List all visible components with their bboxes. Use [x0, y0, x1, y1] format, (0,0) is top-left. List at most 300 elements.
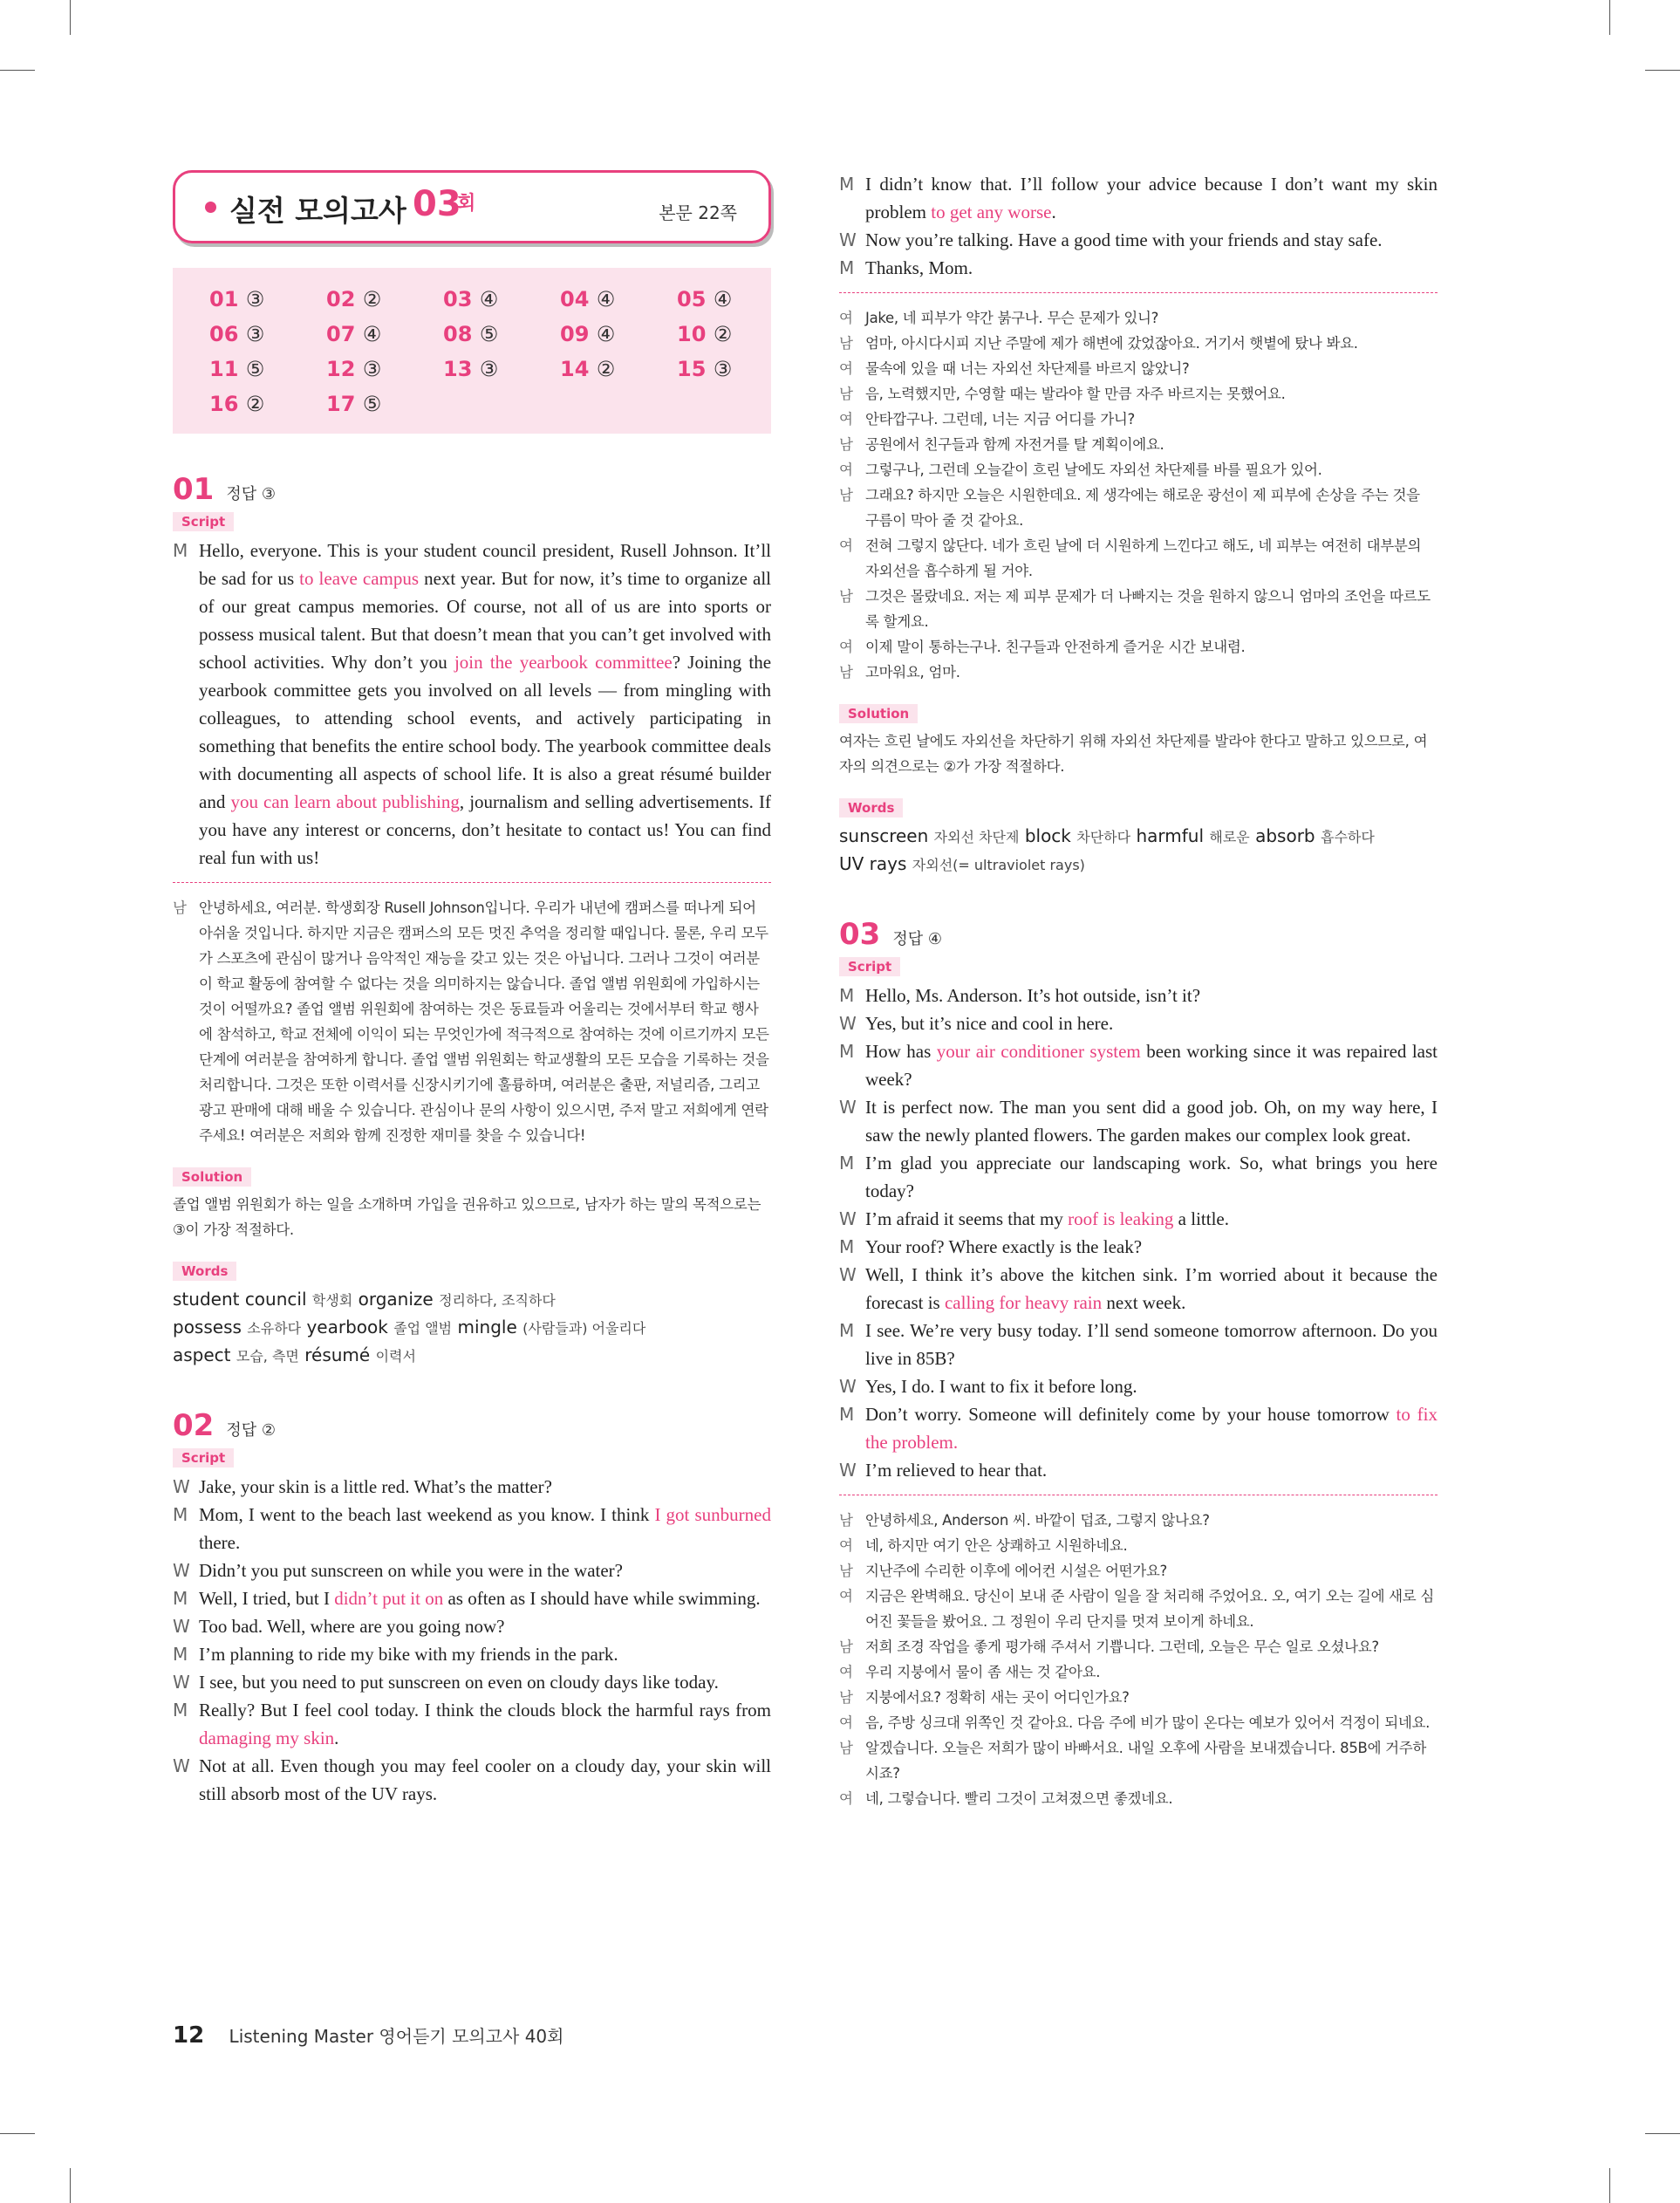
- word-korean: 이력서: [375, 1348, 416, 1365]
- speaker-label: 남: [839, 386, 853, 402]
- script-fragment: as often as I should have while swimming.: [443, 1588, 761, 1609]
- script-fragment: Really? But I feel cool today. I think the clouds block the harmful rays from: [199, 1700, 771, 1721]
- q03-script: [839, 982, 1438, 1484]
- script-tag: Script: [173, 1448, 234, 1468]
- answer-item-number: 16: [209, 392, 239, 416]
- script-text: [865, 1149, 1438, 1205]
- page-reference: 본문 22쪽: [659, 202, 737, 223]
- answer-item-choice: ④: [596, 322, 616, 346]
- speaker-label: W: [173, 1616, 190, 1637]
- translation-text: 안녕하세요, 여러분. 학생회장 Rusell Johnson입니다. 우리가 내년에 캠퍼스를 떠나게 되어 아쉬울 것입니다. 하지만 지금은 캠퍼스의 모든 멋진 추억을 정리할 때입니다. 물론, 우리 모두가 스포츠에 관심이 많거나 음악적인 재능을 갖고 있는 것은 아닙니다. 그러나 그것이 여러분이 학교 활동에 참여할 수 없다는 것을 의미하지는 않습니다. 졸업 앨범 위원회에 가입하시는 것이 어떨까요? 졸업 앨범 위원회에 참여하는 것은 동료들과 어울리는 것에서부터 학교 행사에 참석하고, 학교 전체에 이익이 되는 무엇인가에 적극적으로 참여하는 것에 이르기까지 모든 단계에 여러분을 참여하게 합니다. 졸업 앨범 위원회는 학교생활의 모든 모습을 기록하는 것을 처리합니다. 그것은 또한 이력서를 신장시키기에 훌륭하며, 여러분은 출판, 저널리즘, 그리고 광고 판매에 대해 배울 수 있습니다. 관심이나 문의 사항이 있으시면, 주저 말고 저희에게 연락 주세요! 여러분은 저희와 함께 진정한 재미를 찾을 수 있습니다!: [199, 900, 769, 1144]
- word-english: résumé: [304, 1344, 371, 1365]
- word-korean: 자외선(= ultraviolet rays): [912, 857, 1085, 873]
- translation-text: 그래요? 하지만 오늘은 시원한데요. 제 생각에는 해로운 광선이 제 피부에 손상을 주는 것을 구름이 막아 줄 것 같아요.: [865, 487, 1420, 529]
- solution-tag: Solution: [173, 1167, 251, 1187]
- translation-text: 음, 노력했지만, 수영할 때는 발라야 할 만큼 자주 바르지는 못했어요.: [865, 386, 1286, 402]
- answer-item-choice: ④: [479, 287, 499, 311]
- script-text: [865, 1317, 1438, 1372]
- q01-script: [173, 537, 771, 872]
- script-line: [839, 1400, 1438, 1456]
- speaker-label: M: [839, 257, 855, 278]
- speaker-label: 남: [839, 1563, 853, 1579]
- script-fragment: Not at all. Even though you may feel cooler on a cloudy day, your skin will still absorb most of the UV rays.: [199, 1755, 771, 1804]
- answer-item-choice: ③: [245, 287, 265, 311]
- script-line: [839, 982, 1438, 1009]
- speaker-label: M: [839, 1041, 855, 1062]
- script-fragment: I see. We’re very busy today. I’ll send someone tomorrow afternoon. Do you live in 85B?: [865, 1320, 1438, 1369]
- speaker-label: W: [173, 1755, 190, 1776]
- answer-item: [677, 322, 794, 346]
- script-line: [839, 1149, 1438, 1205]
- word-korean: 정리하다, 조직하다: [439, 1292, 556, 1309]
- answer-item: [443, 287, 560, 311]
- speaker-label: 여: [839, 411, 853, 428]
- answer-item-number: 14: [560, 357, 590, 381]
- answer-item-number: 11: [209, 357, 239, 381]
- speaker-label: 여: [839, 1588, 853, 1604]
- script-text: [865, 1456, 1438, 1484]
- test-number-suffix: 회: [457, 193, 476, 215]
- speaker-label: 여: [839, 639, 853, 655]
- translation-text: 이제 말이 통하는구나. 친구들과 안전하게 즐거운 시간 보내렴.: [865, 639, 1246, 655]
- script-fragment: next week.: [1102, 1292, 1186, 1313]
- translation-line: [839, 432, 1438, 457]
- script-fragment: .: [334, 1728, 339, 1748]
- divider: [839, 292, 1438, 293]
- translation-line: [839, 1710, 1438, 1735]
- speaker-label: W: [173, 1476, 190, 1497]
- script-line: [839, 1372, 1438, 1400]
- speaker-label: 남: [839, 1512, 853, 1529]
- script-text: [199, 1752, 771, 1808]
- speaker-label: M: [839, 1404, 855, 1425]
- speaker-label: 여: [839, 360, 853, 377]
- script-fragment: Jake, your skin is a little red. What’s the matter?: [199, 1476, 552, 1497]
- translation-line: [839, 1786, 1438, 1811]
- words-tag: Words: [839, 798, 903, 818]
- script-text: [199, 1612, 771, 1640]
- script-text: [865, 1093, 1438, 1149]
- answer-key-grid: [173, 268, 771, 434]
- book-title: Listening Master 영어듣기 모의고사 40회: [229, 2026, 564, 2047]
- crop-mark: [1609, 0, 1610, 35]
- word-english: mingle: [457, 1317, 517, 1338]
- script-fragment: Hello, Ms. Anderson. It’s hot outside, isn’t it?: [865, 985, 1201, 1006]
- crop-mark: [0, 70, 35, 71]
- script-fragment: been working since it was repaired last week?: [865, 1041, 1438, 1090]
- translation-text: 엄마, 아시다시피 지난 주말에 제가 해변에 갔었잖아요. 거기서 햇볕에 탔나 봐요.: [865, 335, 1358, 352]
- speaker-label: 남: [839, 487, 853, 503]
- translation-line: [839, 356, 1438, 381]
- script-fragment: Well, I think it’s above the kitchen sink. I’m worried about it because the forecast is: [865, 1264, 1438, 1313]
- answer-item-choice: ②: [596, 357, 616, 381]
- word-korean: 차단하다: [1076, 829, 1131, 845]
- answer-label: 정답 ②: [226, 1421, 276, 1440]
- answer-item-choice: ②: [245, 392, 265, 416]
- answer-item-number: 02: [326, 287, 356, 311]
- translation-line: [839, 1735, 1438, 1786]
- highlighted-phrase: to get any worse: [931, 202, 1052, 222]
- answer-item-number: 04: [560, 287, 590, 311]
- script-text: [199, 1501, 771, 1556]
- translation-line: [839, 331, 1438, 356]
- q02-words: [839, 823, 1438, 879]
- script-text: [199, 537, 771, 872]
- script-text: [199, 1696, 771, 1752]
- translation-text: 네, 그렇습니다. 빨리 그것이 고쳐졌으면 좋겠네요.: [865, 1790, 1173, 1807]
- translation-text: 물속에 있을 때 너는 자외선 차단제를 바르지 않았니?: [865, 360, 1190, 377]
- translation-text: 네, 하지만 여기 안은 상쾌하고 시원하네요.: [865, 1537, 1128, 1554]
- script-fragment: Your roof? Where exactly is the leak?: [865, 1236, 1143, 1257]
- script-line: [839, 1317, 1438, 1372]
- speaker-label: M: [839, 985, 855, 1006]
- question-02-header: [173, 1408, 771, 1443]
- speaker-label: W: [839, 1013, 857, 1034]
- speaker-label: 여: [839, 1790, 853, 1807]
- left-column: [173, 170, 771, 1808]
- script-text: [865, 1400, 1438, 1456]
- translation-text: 전혀 그렇지 않단다. 네가 흐린 날에 더 시원하게 느낀다고 해도, 네 피부는 여전히 대부분의 자외선을 흡수하게 될 거야.: [865, 537, 1422, 579]
- speaker-label: W: [839, 1208, 857, 1229]
- translation-text: 지붕에서요? 정확히 새는 곳이 어디인가요?: [865, 1689, 1130, 1706]
- translation-text: 음, 주방 싱크대 위쪽인 것 같아요. 다음 주에 비가 많이 온다는 예보가 있어서 걱정이 되네요.: [865, 1714, 1431, 1731]
- answer-item-number: 17: [326, 392, 356, 416]
- crop-mark: [1645, 70, 1680, 71]
- answer-item: [209, 322, 326, 346]
- speaker-label: 남: [173, 900, 187, 916]
- crop-mark: [0, 2133, 35, 2134]
- script-fragment: I see, but you need to put sunscreen on even on cloudy days like today.: [199, 1672, 719, 1693]
- word-english: block: [1024, 825, 1071, 846]
- word-english: student council: [173, 1289, 307, 1310]
- speaker-label: M: [173, 1700, 188, 1721]
- q01-solution: 졸업 앨범 위원회가 하는 일을 소개하며 가입을 권유하고 있으므로, 남자가 하는 말의 목적으로는 ③이 가장 적절하다.: [173, 1196, 761, 1238]
- answer-item-number: 08: [443, 322, 473, 346]
- translation-text: 우리 지붕에서 물이 좀 새는 것 같아요.: [865, 1664, 1101, 1680]
- word-row: [173, 1342, 771, 1370]
- script-line: [173, 1612, 771, 1640]
- speaker-label: 여: [839, 1664, 853, 1680]
- script-line: [839, 254, 1438, 282]
- script-line: [173, 1752, 771, 1808]
- translation-line: [839, 1508, 1438, 1533]
- answer-item: [326, 287, 443, 311]
- script-fragment: Don’t worry. Someone will definitely come by your house tomorrow: [865, 1404, 1397, 1425]
- translation-text: Jake, 네 피부가 약간 붉구나. 무슨 문제가 있니?: [865, 310, 1159, 326]
- translation-line: [173, 895, 771, 1148]
- question-03-header: [839, 917, 1438, 952]
- script-line: [839, 1456, 1438, 1484]
- highlighted-phrase: your air conditioner system: [936, 1041, 1141, 1062]
- script-line: [173, 1473, 771, 1501]
- translation-text: 그것은 몰랐네요. 저는 제 피부 문제가 더 나빠지는 것을 원하지 않으니 엄마의 조언을 따르도록 할게요.: [865, 588, 1431, 630]
- answer-item-choice: ④: [596, 287, 616, 311]
- answer-label: 정답 ③: [226, 485, 276, 503]
- speaker-label: M: [839, 1236, 855, 1257]
- speaker-label: M: [173, 540, 188, 561]
- script-fragment: there.: [199, 1532, 241, 1553]
- answer-item-number: 09: [560, 322, 590, 346]
- script-fragment: I’m glad you appreciate our landscaping work. So, what brings you here today?: [865, 1153, 1438, 1201]
- script-fragment: Now you’re talking. Have a good time with your friends and stay safe.: [865, 229, 1383, 250]
- answer-item-number: 01: [209, 287, 239, 311]
- script-text: [865, 1261, 1438, 1317]
- answer-item-choice: ④: [362, 322, 382, 346]
- word-korean: 모습, 측면: [236, 1348, 299, 1365]
- word-row: [173, 1286, 771, 1314]
- question-number: 01: [173, 472, 215, 507]
- script-text: [199, 1640, 771, 1668]
- script-line: [173, 1556, 771, 1584]
- answer-item-number: 15: [677, 357, 707, 381]
- translation-line: [839, 305, 1438, 331]
- q01-words: [173, 1286, 771, 1370]
- word-korean: 자외선 차단제: [933, 829, 1020, 845]
- test-title: 실전 모의고사: [229, 194, 406, 228]
- translation-line: [839, 482, 1438, 533]
- script-line: [839, 1037, 1438, 1093]
- word-korean: 학생회: [311, 1292, 353, 1309]
- script-fragment: I’m planning to ride my bike with my friends in the park.: [199, 1644, 618, 1665]
- highlighted-phrase: you can learn about publishing: [230, 791, 460, 812]
- solution-tag: Solution: [839, 704, 918, 723]
- answer-item-number: 03: [443, 287, 473, 311]
- answer-item-choice: ④: [713, 287, 733, 311]
- q02-korean: [839, 305, 1438, 685]
- script-fragment: How has: [865, 1041, 937, 1062]
- answer-item: [209, 392, 326, 416]
- speaker-label: M: [173, 1644, 188, 1665]
- script-text: [199, 1668, 771, 1696]
- speaker-label: 남: [839, 1689, 853, 1706]
- script-tag: Script: [173, 512, 234, 531]
- word-korean: 졸업 앨범: [393, 1320, 453, 1337]
- script-fragment: ? Joining the yearbook committee gets you involved on all levels — from mingling with colleagues, to attending school events, and actively participating in something that benefits the entire school body. The yearbook committee deals with documenting all aspects of school life. It is also a great résumé builder and: [199, 652, 772, 812]
- crop-mark: [1609, 2168, 1610, 2203]
- word-english: aspect: [173, 1344, 231, 1365]
- translation-text: 지금은 완벽해요. 당신이 보내 준 사람이 일을 잘 처리해 주었어요. 오, 여기 오는 길에 새로 심어진 꽃들을 봤어요. 그 정원이 우리 단지를 멋져 보이게 하네요.: [865, 1588, 1435, 1630]
- script-line: [173, 1696, 771, 1752]
- answer-item-number: 10: [677, 322, 707, 346]
- script-line: [173, 1640, 771, 1668]
- translation-line: [839, 1659, 1438, 1685]
- script-tag: Script: [839, 957, 900, 976]
- script-fragment: next year. But for now, it’s time to organize all of our great campus memories. Of course, not all of us are into sports or possess musical talent. But that doesn’t mean that you can’t get involved with school activities. Why don’t you: [199, 568, 771, 673]
- answer-item: [560, 287, 677, 311]
- script-text: [865, 1233, 1438, 1261]
- translation-text: 안녕하세요, Anderson 씨. 바깥이 덥죠, 그렇지 않나요?: [865, 1512, 1210, 1529]
- highlighted-phrase: to leave campus: [299, 568, 420, 589]
- translation-line: [839, 407, 1438, 432]
- speaker-label: M: [839, 174, 855, 195]
- word-english: harmful: [1136, 825, 1204, 846]
- answer-item-choice: ②: [362, 287, 382, 311]
- speaker-label: M: [173, 1588, 188, 1609]
- answer-item-number: 13: [443, 357, 473, 381]
- bullet-icon: [205, 202, 216, 213]
- answer-item: [560, 357, 677, 381]
- highlighted-phrase: didn’t put it on: [334, 1588, 444, 1609]
- speaker-label: W: [173, 1560, 190, 1581]
- question-01-header: [173, 472, 771, 507]
- q01-korean: [173, 895, 771, 1148]
- script-line: [839, 1093, 1438, 1149]
- script-line: [173, 1668, 771, 1696]
- speaker-label: 남: [839, 664, 853, 681]
- script-line: [173, 1584, 771, 1612]
- speaker-label: 남: [839, 436, 853, 453]
- answer-item-choice: ⑤: [245, 357, 265, 381]
- speaker-label: 여: [839, 310, 853, 326]
- script-text: [199, 1556, 771, 1584]
- script-fragment: .: [1051, 202, 1056, 222]
- answer-item: [677, 357, 794, 381]
- speaker-label: W: [839, 1376, 857, 1397]
- translation-text: 알겠습니다. 오늘은 저희가 많이 바빠서요. 내일 오후에 사람을 보내겠습니다. 85B에 거주하시죠?: [865, 1740, 1427, 1782]
- speaker-label: W: [173, 1672, 190, 1693]
- translation-line: [839, 1533, 1438, 1558]
- word-english: UV rays: [839, 853, 907, 874]
- speaker-label: M: [839, 1153, 855, 1173]
- answer-item-choice: ⑤: [362, 392, 382, 416]
- translation-line: [839, 1584, 1438, 1634]
- answer-item-choice: ②: [713, 322, 733, 346]
- translation-text: 지난주에 수리한 이후에 에어컨 시설은 어떤가요?: [865, 1563, 1167, 1579]
- script-fragment: Yes, I do. I want to fix it before long.: [865, 1376, 1137, 1397]
- word-korean: 흡수하다: [1320, 829, 1375, 845]
- test-header: [173, 170, 771, 243]
- translation-line: [839, 1558, 1438, 1584]
- script-fragment: Well, I tried, but I: [199, 1588, 335, 1609]
- answer-item: [443, 322, 560, 346]
- script-fragment: Too bad. Well, where are you going now?: [199, 1616, 505, 1637]
- speaker-label: W: [839, 229, 857, 250]
- highlighted-phrase: roof is leaking: [1068, 1208, 1174, 1229]
- script-line: [839, 1205, 1438, 1233]
- word-row: [839, 851, 1438, 879]
- word-english: sunscreen: [839, 825, 929, 846]
- script-fragment: Didn’t you put sunscreen on while you were in the water?: [199, 1560, 623, 1581]
- divider: [173, 882, 771, 883]
- answer-item: [326, 322, 443, 346]
- highlighted-phrase: I got sunburned: [654, 1504, 771, 1525]
- page-number: 12: [173, 2022, 205, 2049]
- highlighted-phrase: calling for heavy rain: [944, 1292, 1103, 1313]
- word-english: possess: [173, 1317, 242, 1338]
- answer-item-choice: ③: [479, 357, 499, 381]
- speaker-label: 남: [839, 1740, 853, 1756]
- word-korean: 소유하다: [247, 1320, 302, 1337]
- script-line: [839, 226, 1438, 254]
- translation-line: [839, 381, 1438, 407]
- q02-solution: 여자는 흐린 날에도 자외선을 차단하기 위해 자외선 차단제를 발라야 한다고 말하고 있으므로, 여자의 의견으로는 ②가 가장 적절하다.: [839, 733, 1428, 775]
- translation-line: [839, 660, 1438, 685]
- script-line: [839, 1009, 1438, 1037]
- script-text: [865, 254, 1438, 282]
- crop-mark: [1645, 2133, 1680, 2134]
- answer-item: [677, 287, 794, 311]
- script-text: [865, 1205, 1438, 1233]
- highlighted-phrase: to fix the problem.: [865, 1404, 1438, 1453]
- translation-text: 안타깝구나. 그런데, 너는 지금 어디를 가니?: [865, 411, 1135, 428]
- speaker-label: M: [173, 1504, 188, 1525]
- speaker-label: 남: [839, 1639, 853, 1655]
- script-fragment: Mom, I went to the beach last weekend as you know. I think: [199, 1504, 655, 1525]
- answer-item-choice: ③: [713, 357, 733, 381]
- answer-item-choice: ③: [362, 357, 382, 381]
- speaker-label: 여: [839, 462, 853, 478]
- script-fragment: Yes, but it’s nice and cool in here.: [865, 1013, 1114, 1034]
- speaker-label: M: [839, 1320, 855, 1341]
- speaker-label: 여: [839, 1537, 853, 1554]
- speaker-label: W: [839, 1460, 857, 1481]
- q02-script-continued: [839, 170, 1438, 282]
- question-number: 03: [839, 917, 881, 952]
- word-english: yearbook: [306, 1317, 388, 1338]
- answer-item: [209, 357, 326, 381]
- page-footer: [173, 2022, 563, 2049]
- speaker-label: 여: [839, 1714, 853, 1731]
- answer-item: [326, 357, 443, 381]
- words-tag: Words: [173, 1262, 236, 1281]
- word-korean: (사람들과) 어울리다: [522, 1320, 646, 1337]
- highlighted-phrase: join the yearbook committee: [454, 652, 673, 673]
- answer-item-choice: ③: [245, 322, 265, 346]
- answer-item-number: 06: [209, 322, 239, 346]
- right-column: [839, 170, 1438, 1811]
- word-korean: 해로운: [1209, 829, 1250, 845]
- translation-line: [839, 533, 1438, 584]
- translation-line: [839, 1685, 1438, 1710]
- script-text: [865, 982, 1438, 1009]
- script-fragment: I’m relieved to hear that.: [865, 1460, 1048, 1481]
- answer-item-number: 07: [326, 322, 356, 346]
- translation-text: 고마워요, 엄마.: [865, 664, 960, 681]
- script-line: [173, 537, 771, 872]
- answer-label: 정답 ④: [892, 930, 942, 948]
- word-english: organize: [358, 1289, 434, 1310]
- test-number: 03: [413, 184, 461, 224]
- translation-line: [839, 457, 1438, 482]
- answer-item-choice: ⑤: [479, 322, 499, 346]
- script-text: [865, 170, 1438, 226]
- script-fragment: I’m afraid it seems that my: [865, 1208, 1069, 1229]
- script-text: [865, 1037, 1438, 1093]
- script-line: [839, 1261, 1438, 1317]
- speaker-label: W: [839, 1097, 857, 1118]
- script-line: [173, 1501, 771, 1556]
- crop-mark: [70, 2168, 71, 2203]
- script-line: [839, 170, 1438, 226]
- crop-mark: [70, 0, 71, 35]
- script-fragment: a little.: [1173, 1208, 1229, 1229]
- speaker-label: 남: [839, 335, 853, 352]
- word-row: [839, 823, 1438, 851]
- script-text: [865, 1372, 1438, 1400]
- word-english: absorb: [1255, 825, 1315, 846]
- script-text: [199, 1584, 771, 1612]
- translation-text: 저희 조경 작업을 좋게 평가해 주셔서 기쁩니다. 그런데, 오늘은 무슨 일로 오셨나요?: [865, 1639, 1379, 1655]
- answer-item-number: 12: [326, 357, 356, 381]
- script-fragment: Thanks, Mom.: [865, 257, 973, 278]
- q02-script: [173, 1473, 771, 1808]
- script-fragment: , journalism and selling advertisements. If you have any interest or concerns, don’t hesitate to contact us! You can find real fun with us!: [199, 791, 771, 868]
- answer-item-number: 05: [677, 287, 707, 311]
- translation-line: [839, 584, 1438, 634]
- answer-item: [560, 322, 677, 346]
- script-fragment: It is perfect now. The man you sent did a good job. Oh, on my way here, I saw the newly planted flowers. The garden makes our complex look great.: [865, 1097, 1438, 1146]
- answer-item: [209, 287, 326, 311]
